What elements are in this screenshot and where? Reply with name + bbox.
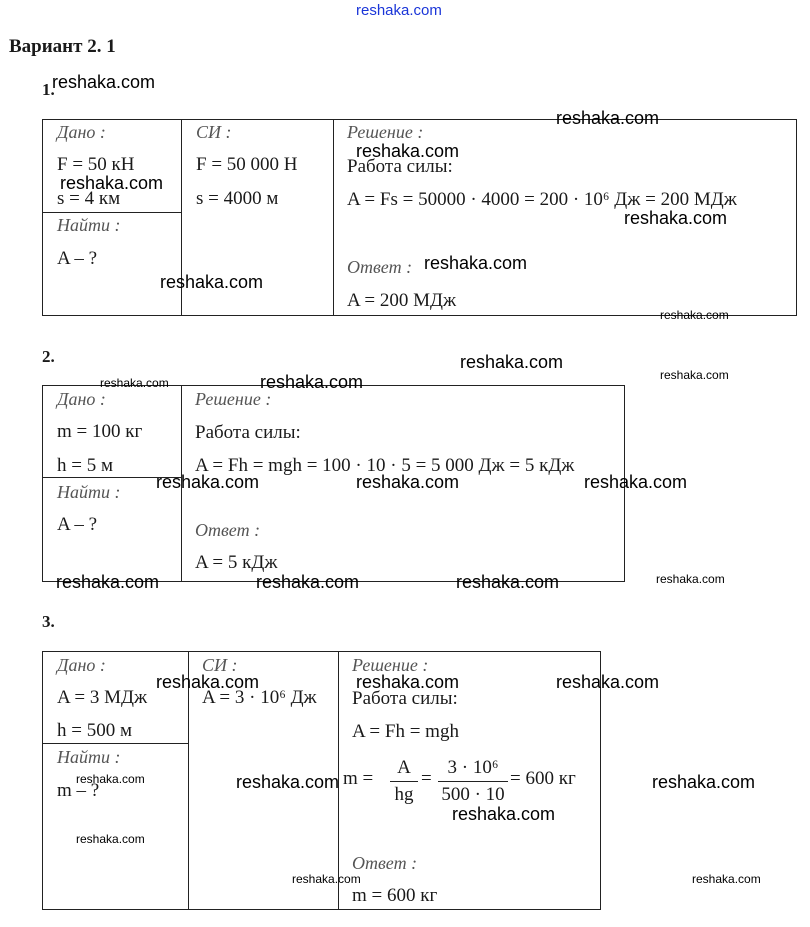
watermark: reshaka.com bbox=[656, 572, 725, 586]
given-value: A = 3 МДж bbox=[57, 687, 148, 708]
solution-line: Работа силы: bbox=[352, 688, 458, 709]
fraction-2-numerator: 3 · 10⁶ bbox=[447, 757, 499, 778]
given-header: Дано : bbox=[57, 389, 106, 409]
si-value: s = 4000 м bbox=[196, 188, 279, 209]
fraction-2-denominator: 500 · 10 bbox=[441, 784, 505, 805]
solution-header: Решение : bbox=[347, 122, 424, 142]
formula-equals: = bbox=[421, 768, 432, 789]
find-value: A – ? bbox=[57, 514, 98, 535]
si-header: СИ : bbox=[202, 655, 238, 675]
fraction-bar bbox=[438, 781, 508, 782]
answer-header: Ответ : bbox=[352, 853, 418, 873]
find-header: Найти : bbox=[57, 747, 121, 767]
si-value: F = 50 000 Н bbox=[196, 154, 298, 175]
watermark: reshaka.com bbox=[76, 832, 145, 846]
find-header: Найти : bbox=[57, 482, 121, 502]
watermark: reshaka.com bbox=[236, 772, 340, 792]
watermark: reshaka.com bbox=[356, 141, 460, 161]
given-value: F = 50 кН bbox=[57, 154, 135, 175]
watermark: reshaka.com bbox=[260, 372, 364, 392]
given-value: s = 4 км bbox=[57, 188, 121, 209]
find-value: m – ? bbox=[57, 780, 100, 801]
given-value: m = 100 кг bbox=[57, 421, 143, 442]
site-header-link[interactable]: reshaka.com bbox=[356, 2, 442, 19]
formula-lhs: m = bbox=[343, 768, 374, 789]
watermark: reshaka.com bbox=[556, 108, 660, 128]
fraction-1-denominator: hg bbox=[394, 784, 414, 805]
watermark: reshaka.com bbox=[76, 772, 145, 786]
find-header: Найти : bbox=[57, 215, 121, 235]
si-header: СИ : bbox=[196, 122, 232, 142]
given-value: h = 500 м bbox=[57, 720, 132, 741]
watermark: reshaka.com bbox=[424, 253, 528, 273]
problem-1-number: 1. bbox=[42, 80, 55, 99]
fraction-1-numerator: A bbox=[397, 757, 411, 778]
watermark: reshaka.com bbox=[56, 572, 160, 592]
problem-2-number: 2. bbox=[42, 347, 55, 366]
formula-rhs: = 600 кг bbox=[510, 768, 576, 789]
problem-3-number: 3. bbox=[42, 612, 55, 631]
watermark: reshaka.com bbox=[624, 208, 728, 228]
fraction-bar bbox=[390, 781, 418, 782]
watermark: reshaka.com bbox=[584, 472, 688, 492]
given-value: h = 5 м bbox=[57, 455, 113, 476]
fraction-1 bbox=[390, 757, 418, 806]
watermark: reshaka.com bbox=[356, 472, 460, 492]
watermark: reshaka.com bbox=[292, 872, 361, 886]
solution-formula: A = Fh = mgh = 100 · 10 · 5 = 5 000 Дж = 5 кДж bbox=[195, 455, 575, 476]
answer-header: Ответ : bbox=[347, 257, 413, 277]
given-header: Дано : bbox=[57, 655, 106, 675]
si-value: A = 3 · 10⁶ Дж bbox=[202, 687, 317, 708]
watermark: reshaka.com bbox=[356, 672, 460, 692]
answer-header: Ответ : bbox=[195, 520, 261, 540]
watermark: reshaka.com bbox=[52, 72, 156, 92]
given-header: Дано : bbox=[57, 122, 106, 142]
solution-header: Решение : bbox=[195, 389, 272, 409]
solution-formula: A = Fh = mgh bbox=[352, 721, 459, 742]
watermark: reshaka.com bbox=[256, 572, 360, 592]
watermark: reshaka.com bbox=[160, 272, 264, 292]
solution-formula: A = Fs = 50000 · 4000 = 200 · 10⁶ Дж = 200 МДж bbox=[347, 189, 737, 210]
find-value: A – ? bbox=[57, 248, 98, 269]
watermark: reshaka.com bbox=[156, 472, 260, 492]
watermark: reshaka.com bbox=[456, 572, 560, 592]
answer-value: A = 5 кДж bbox=[195, 552, 278, 573]
solution-header: Решение : bbox=[352, 655, 429, 675]
watermark: reshaka.com bbox=[692, 872, 761, 886]
watermark: reshaka.com bbox=[660, 308, 729, 322]
watermark: reshaka.com bbox=[156, 672, 260, 692]
solution-line: Работа силы: bbox=[195, 422, 301, 443]
watermark: reshaka.com bbox=[652, 772, 756, 792]
fraction-2 bbox=[438, 757, 508, 806]
watermark: reshaka.com bbox=[460, 352, 564, 372]
watermark: reshaka.com bbox=[452, 804, 556, 824]
watermark: reshaka.com bbox=[60, 173, 164, 193]
watermark: reshaka.com bbox=[100, 376, 169, 390]
answer-value: m = 600 кг bbox=[352, 885, 438, 906]
variant-title: Вариант 2. 1 bbox=[9, 36, 116, 57]
watermark: reshaka.com bbox=[556, 672, 660, 692]
solution-line: Работа силы: bbox=[347, 156, 453, 177]
answer-value: A = 200 МДж bbox=[347, 290, 457, 311]
watermark: reshaka.com bbox=[660, 368, 729, 382]
